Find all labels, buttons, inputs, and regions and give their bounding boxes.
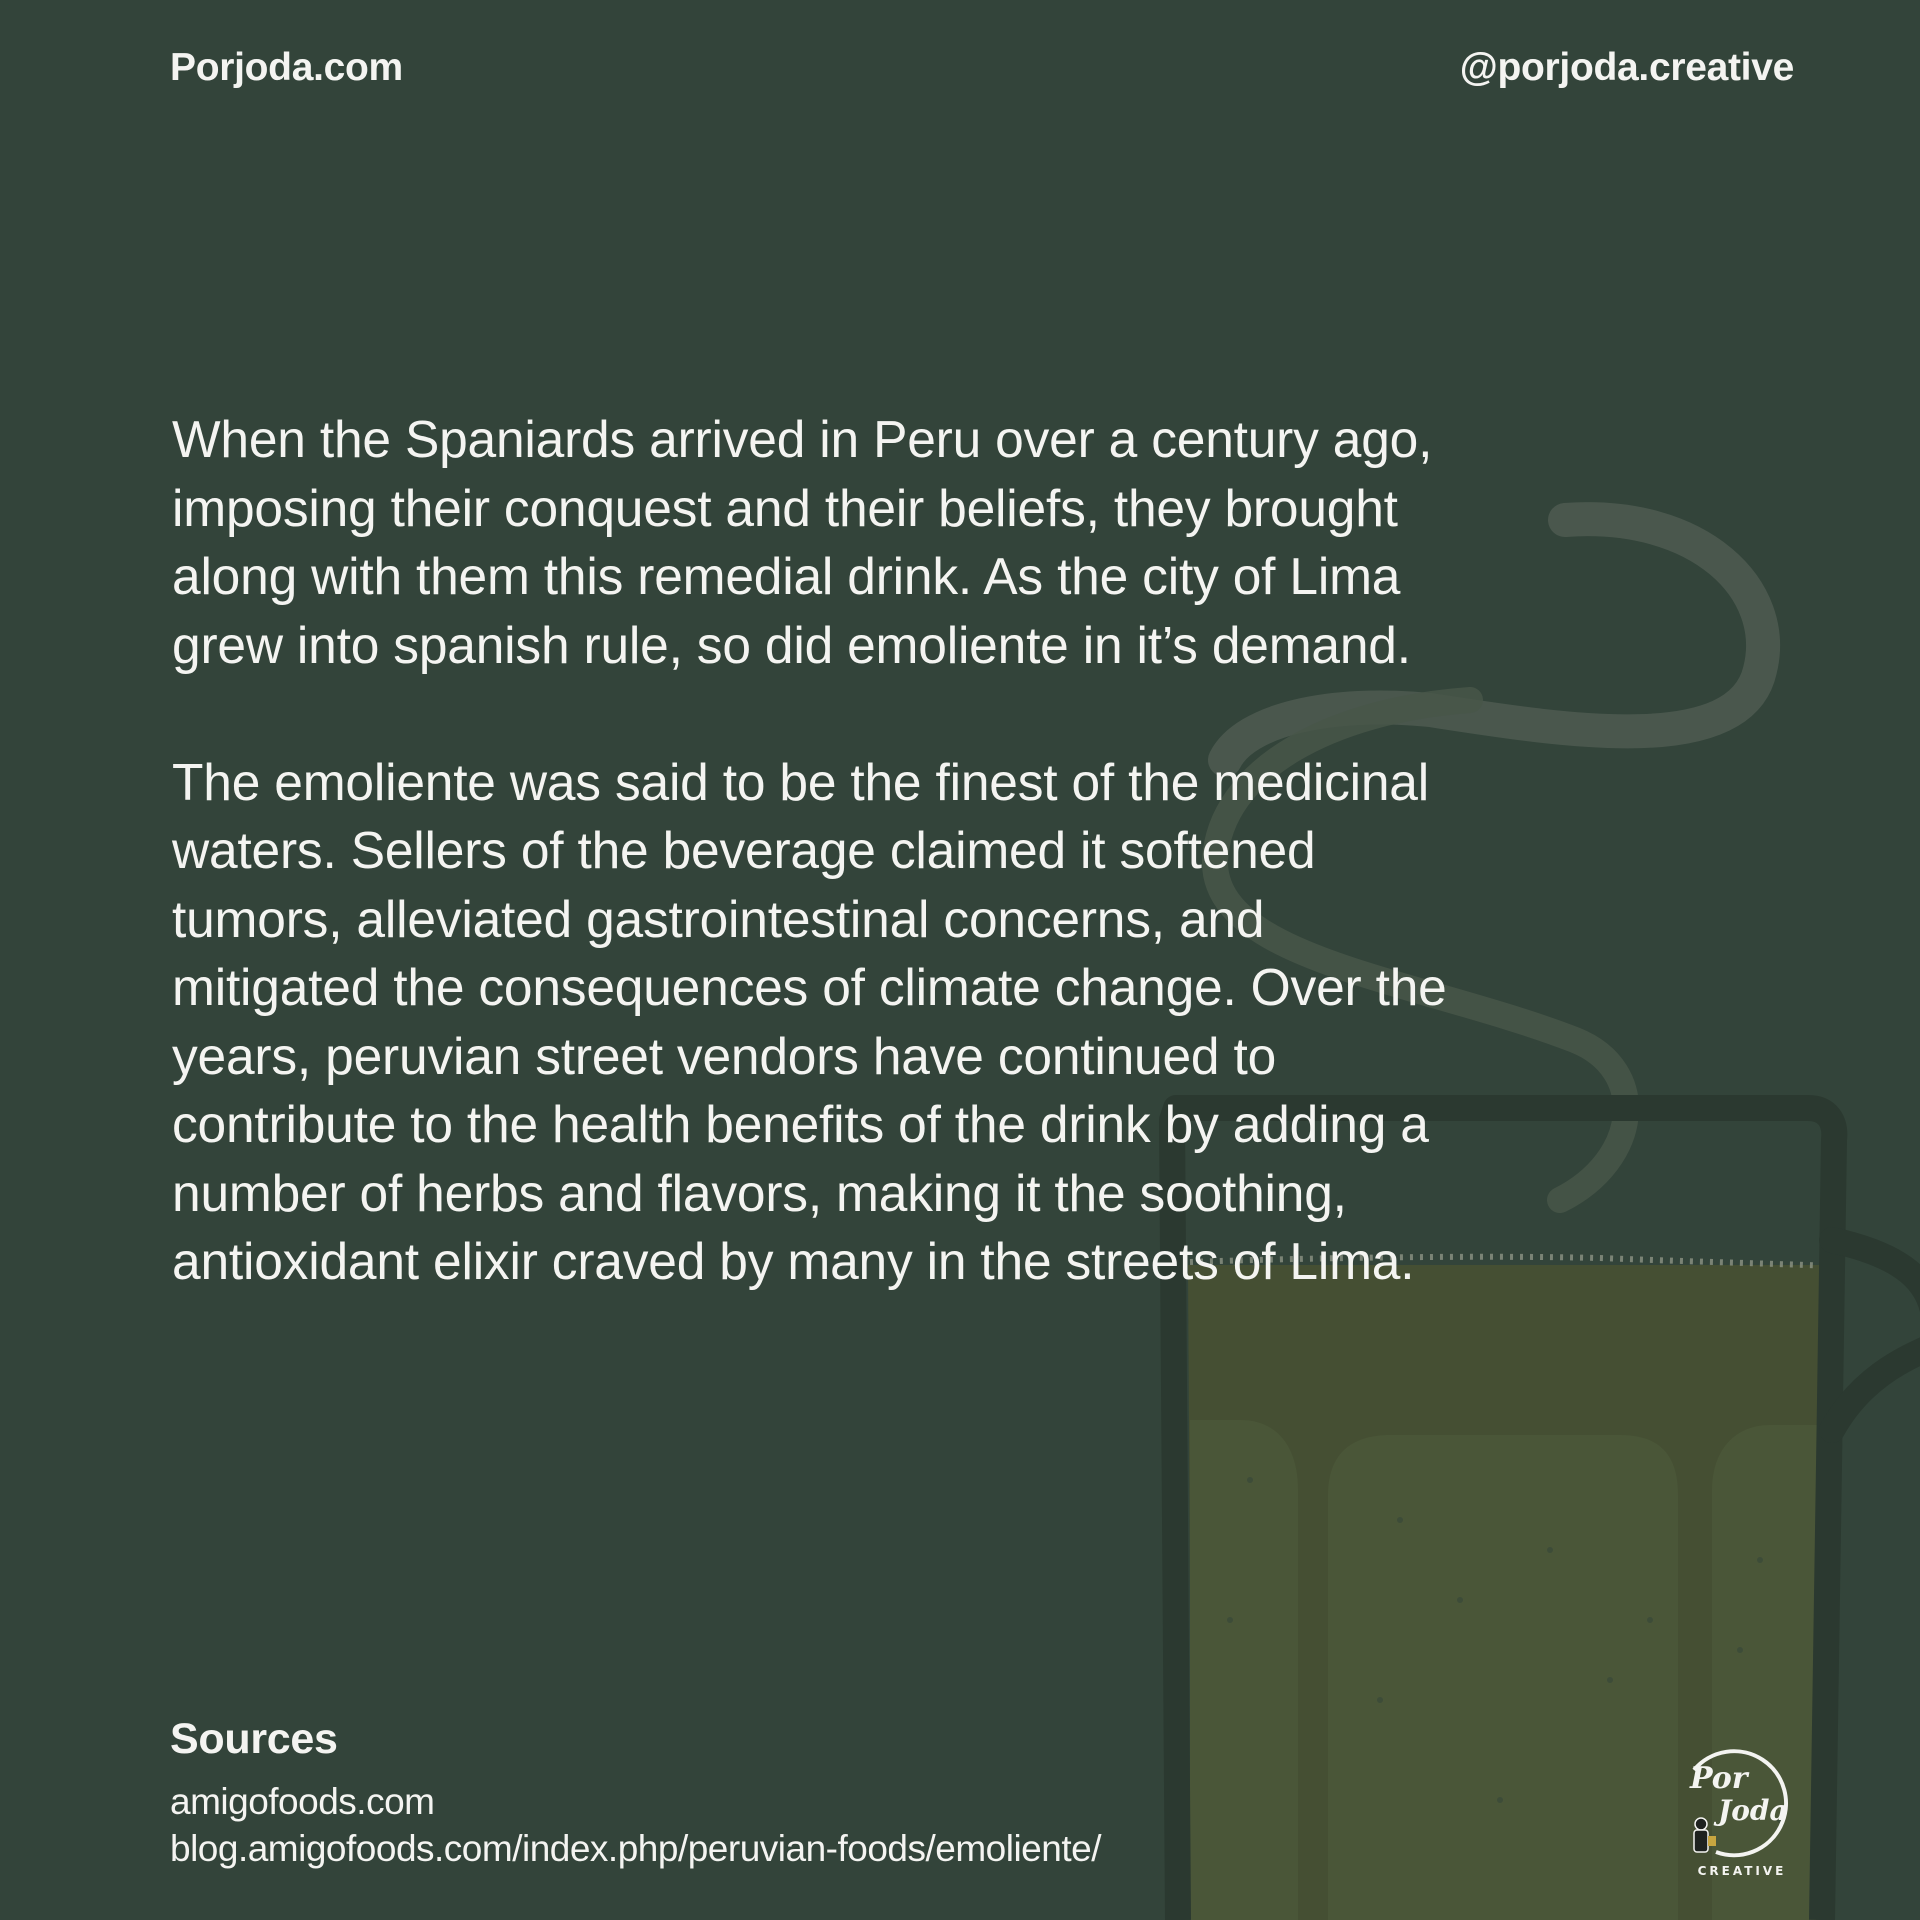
paragraph-history: When the Spaniards arrived in Peru over a century ago, imposing their conquest and their beliefs, they brought along with them this remedial drink. As the city of Lima grew into spanish rule, so did emoliente in it’s demand. (172, 410, 1433, 674)
sources-section (170, 1715, 1101, 1872)
sources-heading: Sources (170, 1715, 338, 1763)
porjoda-logo-icon (1672, 1740, 1812, 1885)
glass-handle (1832, 1240, 1920, 1430)
logo-line1: Por (1690, 1761, 1748, 1796)
glass-facet-center (1328, 1435, 1678, 1920)
source-link-amigofoods[interactable]: amigofoods.com (170, 1781, 435, 1822)
glass-facet-left (1190, 1420, 1298, 1920)
social-handle[interactable]: @porjoda.creative (1459, 46, 1794, 89)
paragraph-benefits: The emoliente was said to be the finest of the medicinal waters. Sellers of the beverage claimed it softened tumors, alleviated gastrointestinal concerns, and mitigated the consequences of climate change. Over the years, peruvian street vendors have continued to contribute to the health benefits of the drink by adding a number of herbs and flavors, making it the soothing, antioxidant elixir craved by many in the streets of Lima. (172, 752, 1447, 1290)
logo-line2: Joda (1718, 1794, 1788, 1827)
article-body (172, 405, 1642, 1296)
logo-tagline: CREATIVE (1697, 1864, 1787, 1878)
source-link-blog[interactable]: blog.amigofoods.com/index.php/peruvian-foods/emoliente/ (170, 1828, 1101, 1869)
site-url[interactable]: Porjoda.com (170, 46, 403, 89)
